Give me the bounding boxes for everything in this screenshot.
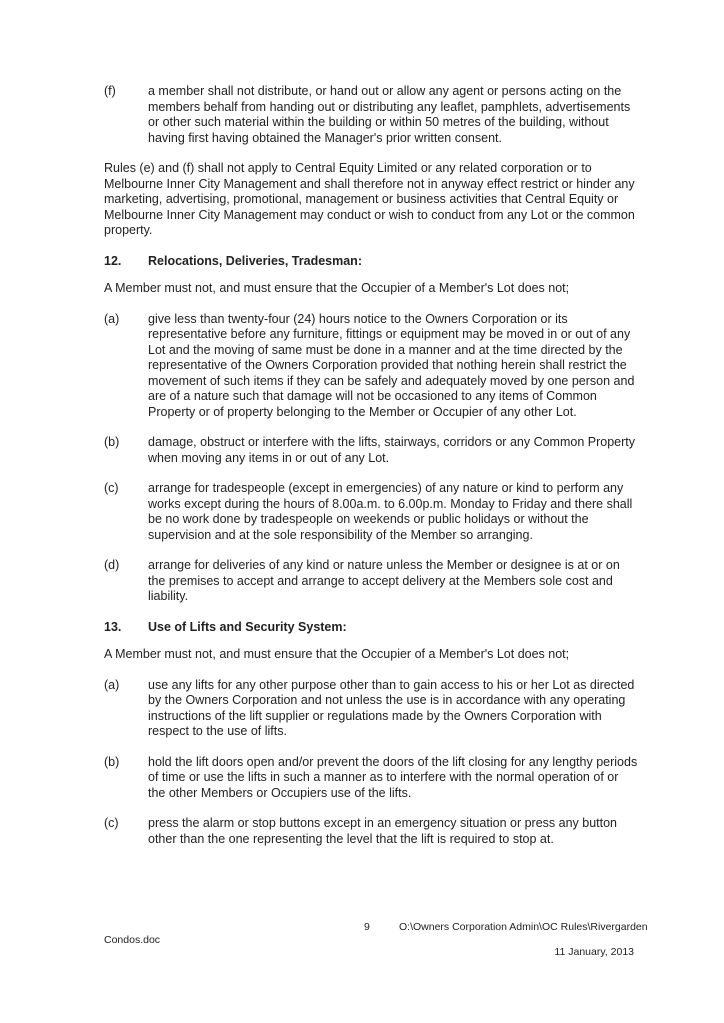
- section-12-intro: A Member must not, and must ensure that the Occupier of a Member's Lot does not;: [104, 281, 570, 295]
- rules-exemption-paragraph: Rules (e) and (f) shall not apply to Central Equity Limited or any related corporation or to Melbourne Inner City Management and shall therefore not in anyway effect restrict or hinder any marketing, advertising, promotional, management or business activities that Central Equity or Melbourne Inner City Management may conduct or wish to conduct from any Lot or the common property.: [104, 161, 635, 237]
- page-number: 9: [364, 921, 370, 933]
- section-12-title: Relocations, Deliveries, Tradesman:: [148, 253, 362, 268]
- section-13-heading: [104, 620, 639, 636]
- section-13-clause-b-label: (b): [104, 754, 120, 769]
- section-12-number: 12.: [104, 253, 122, 268]
- section-12-clause-c-text: arrange for tradespeople (except in emergencies) of any nature or kind to perform any works except during the hours of 8.00a.m. to 6.00p.m. Monday to Friday and there shall be no work done by tradespeople on weekends or public holidays or without the supervision and at the sole responsibility of the Member so arranging.: [148, 481, 633, 542]
- section-12-clause-a-text: give less than twenty-four (24) hours notice to the Owners Corporation or its representative before any furniture, fittings or equipment may be moved in or out of any Lot and the moving of same must be done in a manner and at the time directed by the representative of the Owners Corporation provided that nothing herein shall restrict the movement of such items if they can be safely and adequately moved by one person and are of a nature such that damage will not be occasioned to any items of Common Property or of property belonging to the Member or Occupier of any other Lot.: [148, 311, 635, 419]
- section-12-clause-d-label: (d): [104, 558, 120, 572]
- section-12-clause-d: [104, 558, 639, 605]
- footer-date: 11 January, 2013: [554, 946, 634, 958]
- section-12-clause-a-label: (a): [104, 311, 120, 326]
- section-12-clause-b-text: damage, obstruct or interfere with the lifts, stairways, corridors or any Common Property when moving any items in or out of any Lot.: [148, 435, 635, 465]
- section-13-clause-c-text: press the alarm or stop buttons except in an emergency situation or press any button other than the one representing the level that the lift is required to stop at.: [148, 816, 618, 846]
- section-12-heading: [104, 254, 639, 270]
- section-13-clause-b: [104, 755, 639, 802]
- section-12-clause-a: [104, 312, 639, 421]
- section-13-clause-a-text: use any lifts for any other purpose other than to gain access to his or her Lot as directed by the Owners Corporation and not unless the use is in accordance with any operating instructions of the lift supplier or regulations made by the Owners Corporation with respect to the use of lifts.: [148, 677, 635, 738]
- section-13-clause-c: [104, 816, 639, 847]
- section-12-clause-c-label: (c): [104, 481, 119, 495]
- section-13-clause-c-label: (c): [104, 816, 119, 830]
- section-12-clause-b: [104, 435, 639, 466]
- section-13-clause-a: [104, 678, 639, 740]
- file-path-line2: Condos.doc: [104, 934, 161, 946]
- section-13-number: 13.: [104, 619, 122, 634]
- document-body: [104, 84, 639, 862]
- section-13-title: Use of Lifts and Security System:: [148, 619, 347, 634]
- clause-f-text: a member shall not distribute, or hand out or allow any agent or persons acting on the members behalf from handing out or distributing any leaflet, pamphlets, advertisements or other such material within the building or within 50 metres of the building, without having first having obtained the Manager's prior written consent.: [148, 84, 631, 145]
- section-13-clause-a-label: (a): [104, 677, 120, 692]
- section-12-clause-c: [104, 481, 639, 543]
- clause-f: [104, 84, 639, 146]
- section-12-clause-d-text: arrange for deliveries of any kind or nature unless the Member or designee is at or on the premises to accept and arrange to accept delivery at the Members sole cost and liability.: [148, 558, 620, 603]
- section-12-clause-b-label: (b): [104, 435, 120, 449]
- section-13-clause-b-text: hold the lift doors open and/or prevent the doors of the lift closing for any lengthy periods of time or use the lifts in such a manner as to interfere with the normal operation of or the other Members or Occupiers use of the lifts.: [148, 754, 638, 800]
- section-13-intro: A Member must not, and must ensure that the Occupier of a Member's Lot does not;: [104, 647, 570, 661]
- file-path-line1: O:\Owners Corporation Admin\OC Rules\Rivergarden: [399, 921, 648, 933]
- clause-f-label: (f): [104, 84, 116, 98]
